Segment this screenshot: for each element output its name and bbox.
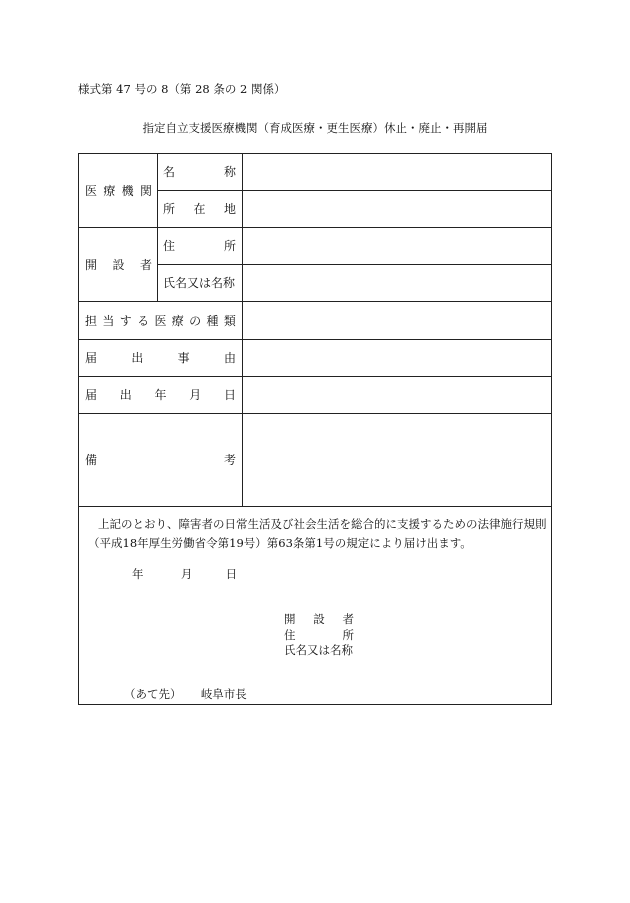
reason-label: 届 出 事 由 xyxy=(85,351,236,365)
declaration-text: 上記のとおり、障害者の日常生活及び社会生活を総合的に支援するための法律施行規則（平成18年厚生労働省令第19号）第63条第1号の規定により届け出ます。 xyxy=(88,517,547,550)
founder-label: 開 設 者 xyxy=(85,257,152,272)
signature-date: 年 月 日 xyxy=(132,567,238,581)
addressee xyxy=(124,686,247,702)
founder-name-label: 氏名又は名称 xyxy=(163,276,236,290)
founder-name-field[interactable] xyxy=(243,265,550,301)
institution-name-field[interactable] xyxy=(243,154,550,190)
founder-address-field[interactable] xyxy=(243,228,550,264)
addressee-name: 岐阜市長 xyxy=(200,687,247,701)
medical-type-field[interactable] xyxy=(243,302,550,339)
remarks-field[interactable] xyxy=(243,414,550,506)
form-number: 様式第 47 号の 8（第 28 条の 2 関係） xyxy=(78,82,286,96)
founder-address-label: 住 所 xyxy=(163,239,236,253)
signature-founder: 開 設 者 xyxy=(284,612,354,626)
signature-name: 氏名又は名称 xyxy=(284,643,353,657)
medical-type-label: 担 当 す る 医 療 の 種 類 xyxy=(85,313,236,328)
institution-name-label: 名 称 xyxy=(163,165,236,179)
date-field[interactable] xyxy=(243,377,550,413)
institution-location-field[interactable] xyxy=(243,191,550,227)
date-label: 届 出 年 月 日 xyxy=(85,388,236,402)
institution-location-label: 所 在 地 xyxy=(163,202,236,216)
addressee-label: （あて先） xyxy=(124,687,182,701)
signature-address: 住 所 xyxy=(284,628,354,642)
document-title: 指定自立支援医療機関（育成医療・更生医療）休止・廃止・再開届 xyxy=(142,121,488,135)
reason-field[interactable] xyxy=(243,340,550,376)
medical-institution-label: 医 療 機 関 xyxy=(85,183,152,198)
remarks-label: 備 考 xyxy=(85,453,236,467)
